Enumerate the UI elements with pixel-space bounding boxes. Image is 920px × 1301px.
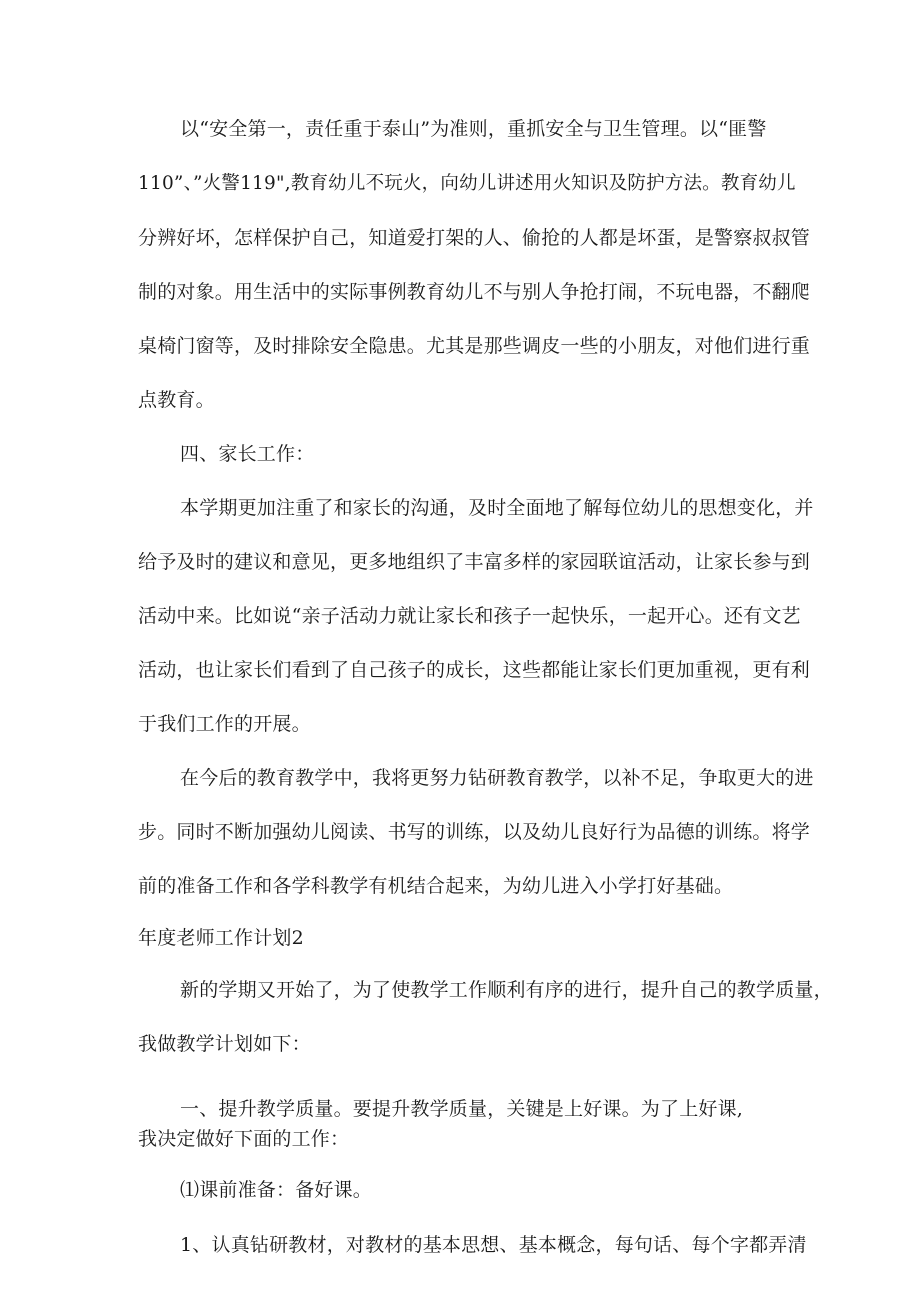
- paragraph-line: 在今后的教育教学中，我将更努力钻研教育教学，以补不足，争取更大的进: [180, 767, 814, 789]
- document-title: 年度老师工作计划2: [138, 927, 304, 949]
- paragraph-line: 桌椅门窗等，及时排除安全隐患。尤其是那些调皮一些的小朋友，对他们进行重: [138, 335, 811, 357]
- paragraph-line: 制的对象。用生活中的实际事例教育幼儿不与别人争抢打闹，不玩电器，不翻爬: [138, 281, 811, 303]
- paragraph-line: 步。同时不断加强幼儿阅读、书写的训练，以及幼儿良好行为品德的训练。将学: [138, 821, 811, 843]
- paragraph-line: 分辨好坏，怎样保护自己，知道爱打架的人、偷抢的人都是坏蛋，是警察叔叔管: [138, 227, 811, 249]
- paragraph-line: 活动，也让家长们看到了自己孩子的成长，这些都能让家长们更加重视，更有利: [138, 659, 811, 681]
- paragraph-line: 我做教学计划如下：: [138, 1033, 311, 1055]
- list-item: 1、认真钻研教材，对教材的基本思想、基本概念，每句话、每个字都弄清: [180, 1234, 807, 1256]
- paragraph-line: 我决定做好下面的工作：: [138, 1128, 350, 1150]
- list-item: ⑴课前准备：备好课。: [180, 1179, 373, 1201]
- paragraph-line: 点教育。: [138, 389, 215, 411]
- paragraph-line: 活动中来。比如说“亲子活动力就让家长和孩子一起快乐，一起开心。还有文艺: [138, 605, 801, 627]
- paragraph-line: 新的学期又开始了，为了使教学工作顺利有序的进行，提升自己的教学质量，: [180, 979, 833, 1001]
- section-heading: 四、家长工作：: [180, 443, 315, 465]
- paragraph-line: 于我们工作的开展。: [138, 713, 311, 735]
- paragraph-line: 一、提升教学质量。要提升教学质量，关键是上好课。为了上好课,: [180, 1098, 744, 1120]
- paragraph-line: 前的准备工作和各学科教学有机结合起来，为幼儿进入小学打好基础。: [138, 875, 734, 897]
- paragraph-line: 110”、”火警119",教育幼儿不玩火，向幼儿讲述用火知识及防护方法。教育幼儿: [138, 173, 796, 194]
- paragraph-line: 以“安全第一，责任重于泰山”为准则，重抓安全与卫生管理。以“匪警: [180, 118, 767, 140]
- paragraph-line: 本学期更加注重了和家长的沟通，及时全面地了解每位幼儿的思想变化，并: [180, 497, 814, 519]
- paragraph-line: 给予及时的建议和意见，更多地组织了丰富多样的家园联谊活动，让家长参与到: [138, 551, 811, 573]
